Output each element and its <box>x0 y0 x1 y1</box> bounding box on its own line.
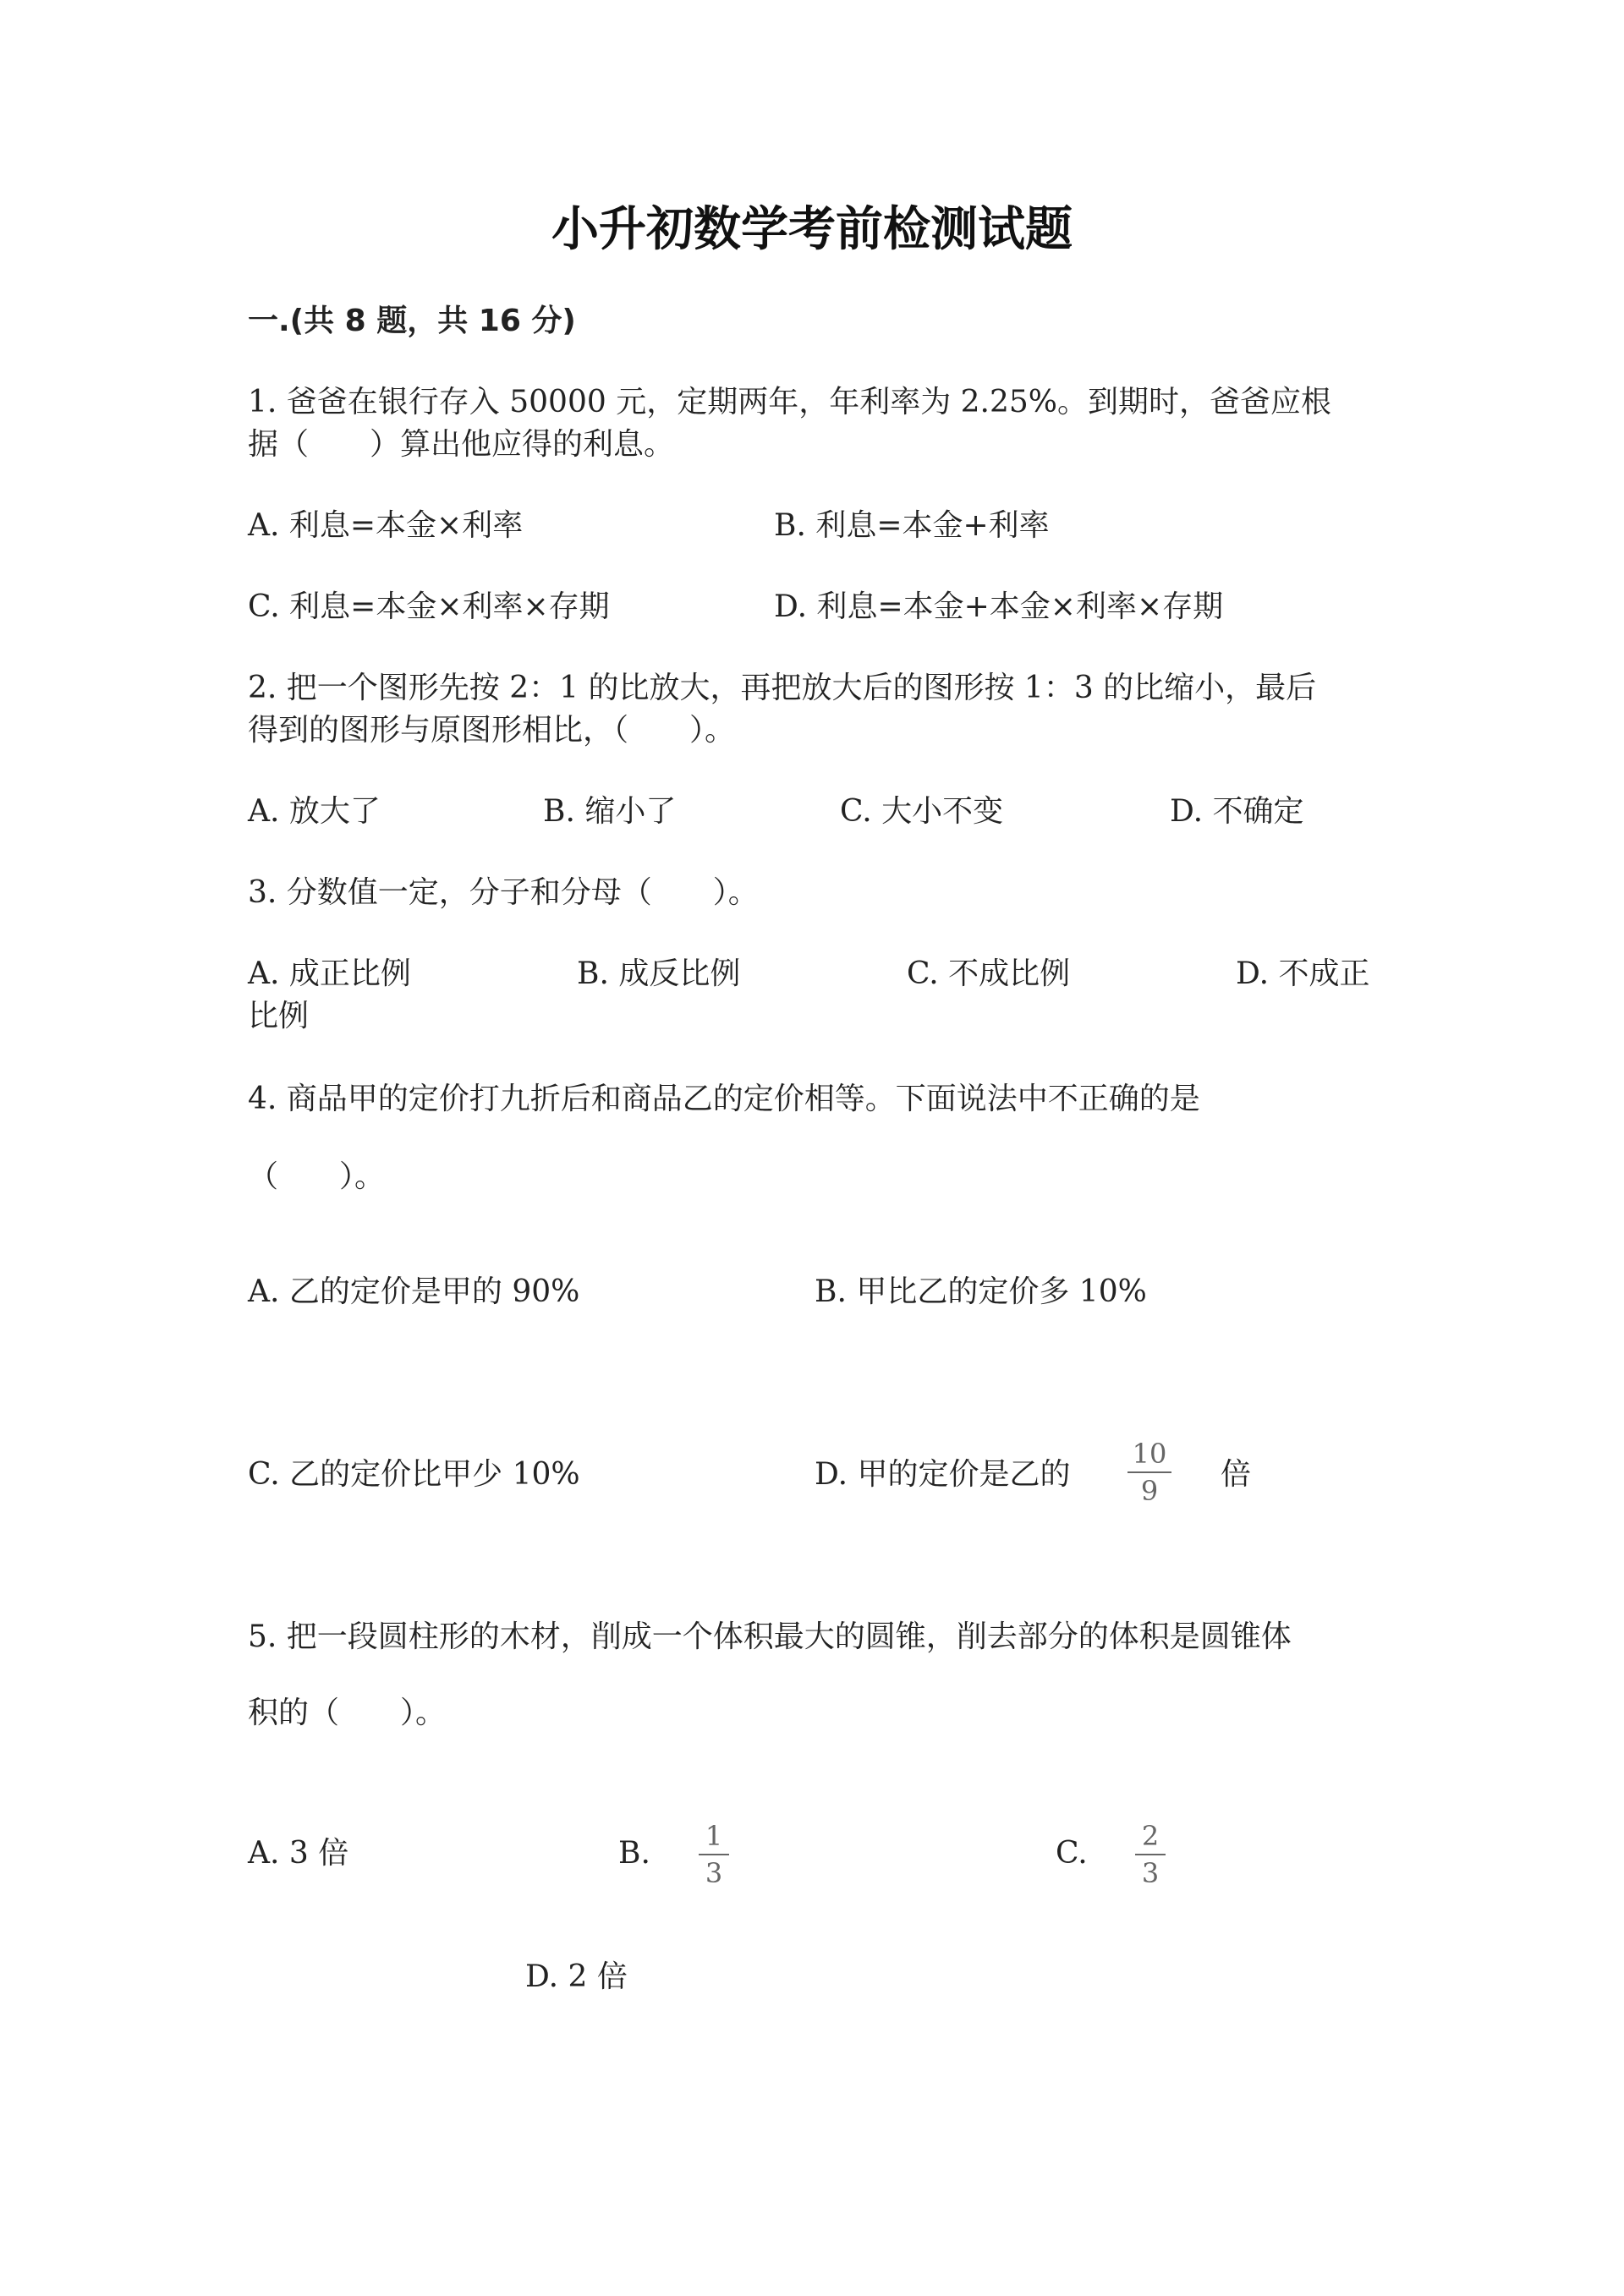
q4-stem-line1: 4. 商品甲的定价打九折后和商品乙的定价相等。下面说法中不正确的是 <box>248 1082 1200 1116</box>
q2-option-c: C. 大小不变 <box>840 794 1004 829</box>
fraction-numerator: 1 <box>705 1820 723 1852</box>
q5-stem-line1: 5. 把一段圆柱形的木材，削成一个体积最大的圆锥，削去部分的体积是圆锥体 <box>248 1619 1292 1654</box>
q3-option-c: C. 不成比例 <box>907 956 1071 991</box>
q4-option-b: B. 甲比乙的定价多 10% <box>815 1274 1147 1309</box>
q2-stem-line2: 得到的图形与原图形相比，（ ）。 <box>248 713 736 748</box>
q3-option-d: D. 不成正 <box>1236 956 1370 991</box>
q4-stem-line2: （ ）。 <box>248 1159 386 1194</box>
q4-option-a: A. 乙的定价是甲的 90% <box>248 1274 580 1309</box>
q3-stem-line1: 3. 分数值一定，分子和分母（ ）。 <box>248 875 759 910</box>
fraction-bar <box>1127 1471 1171 1473</box>
q2-option-b: B. 缩小了 <box>543 794 677 829</box>
q5-stem-line2: 积的（ ）。 <box>248 1696 447 1730</box>
fraction-bar <box>1135 1854 1166 1855</box>
fraction-numerator: 2 <box>1141 1820 1160 1852</box>
q2-option-d: D. 不确定 <box>1170 794 1304 829</box>
q5-option-d: D. 2 倍 <box>525 1959 628 1994</box>
q5-option-a: A. 3 倍 <box>248 1836 349 1871</box>
fraction-denominator: 9 <box>1140 1475 1159 1507</box>
page-title: 小升初数学考前检测试题 <box>551 202 1073 257</box>
q3-option-d-wrap: 比例 <box>248 999 310 1033</box>
q1-option-a: A. 利息=本金×利率 <box>248 508 524 543</box>
fraction-denominator: 3 <box>705 1857 723 1889</box>
q4-option-d-suffix: 倍 <box>1221 1457 1252 1492</box>
fraction-bar <box>699 1854 729 1855</box>
q4-option-d: D. 甲的定价是乙的 <box>815 1457 1071 1492</box>
q3-option-a: A. 成正比例 <box>248 956 411 991</box>
q5-option-b: B. <box>618 1836 650 1871</box>
q1-option-c: C. 利息=本金×利率×存期 <box>248 589 610 624</box>
q4-option-d-fraction <box>1127 1438 1171 1507</box>
section-heading: 一.(共 8 题，共 16 分) <box>248 304 576 338</box>
q1-option-d: D. 利息=本金+本金×利率×存期 <box>774 589 1224 624</box>
q5-option-b-fraction <box>699 1820 729 1889</box>
q5-option-c-fraction <box>1135 1820 1166 1889</box>
q1-option-b: B. 利息=本金+利率 <box>774 508 1050 543</box>
q2-stem-line1: 2. 把一个图形先按 2：1 的比放大，再把放大后的图形按 1：3 的比缩小，最后 <box>248 671 1317 705</box>
q1-stem-line2: 据（ ）算出他应得的利息。 <box>248 427 675 462</box>
q2-option-a: A. 放大了 <box>248 794 381 829</box>
q4-option-c: C. 乙的定价比甲少 10% <box>248 1457 580 1492</box>
fraction-numerator: 10 <box>1132 1438 1167 1470</box>
q5-option-c: C. <box>1056 1836 1088 1871</box>
q3-option-b: B. 成反比例 <box>577 956 741 991</box>
q1-stem-line1: 1. 爸爸在银行存入 50000 元，定期两年，年利率为 2.25%。到期时，爸爸应根 <box>248 385 1332 419</box>
fraction-denominator: 3 <box>1141 1857 1160 1889</box>
